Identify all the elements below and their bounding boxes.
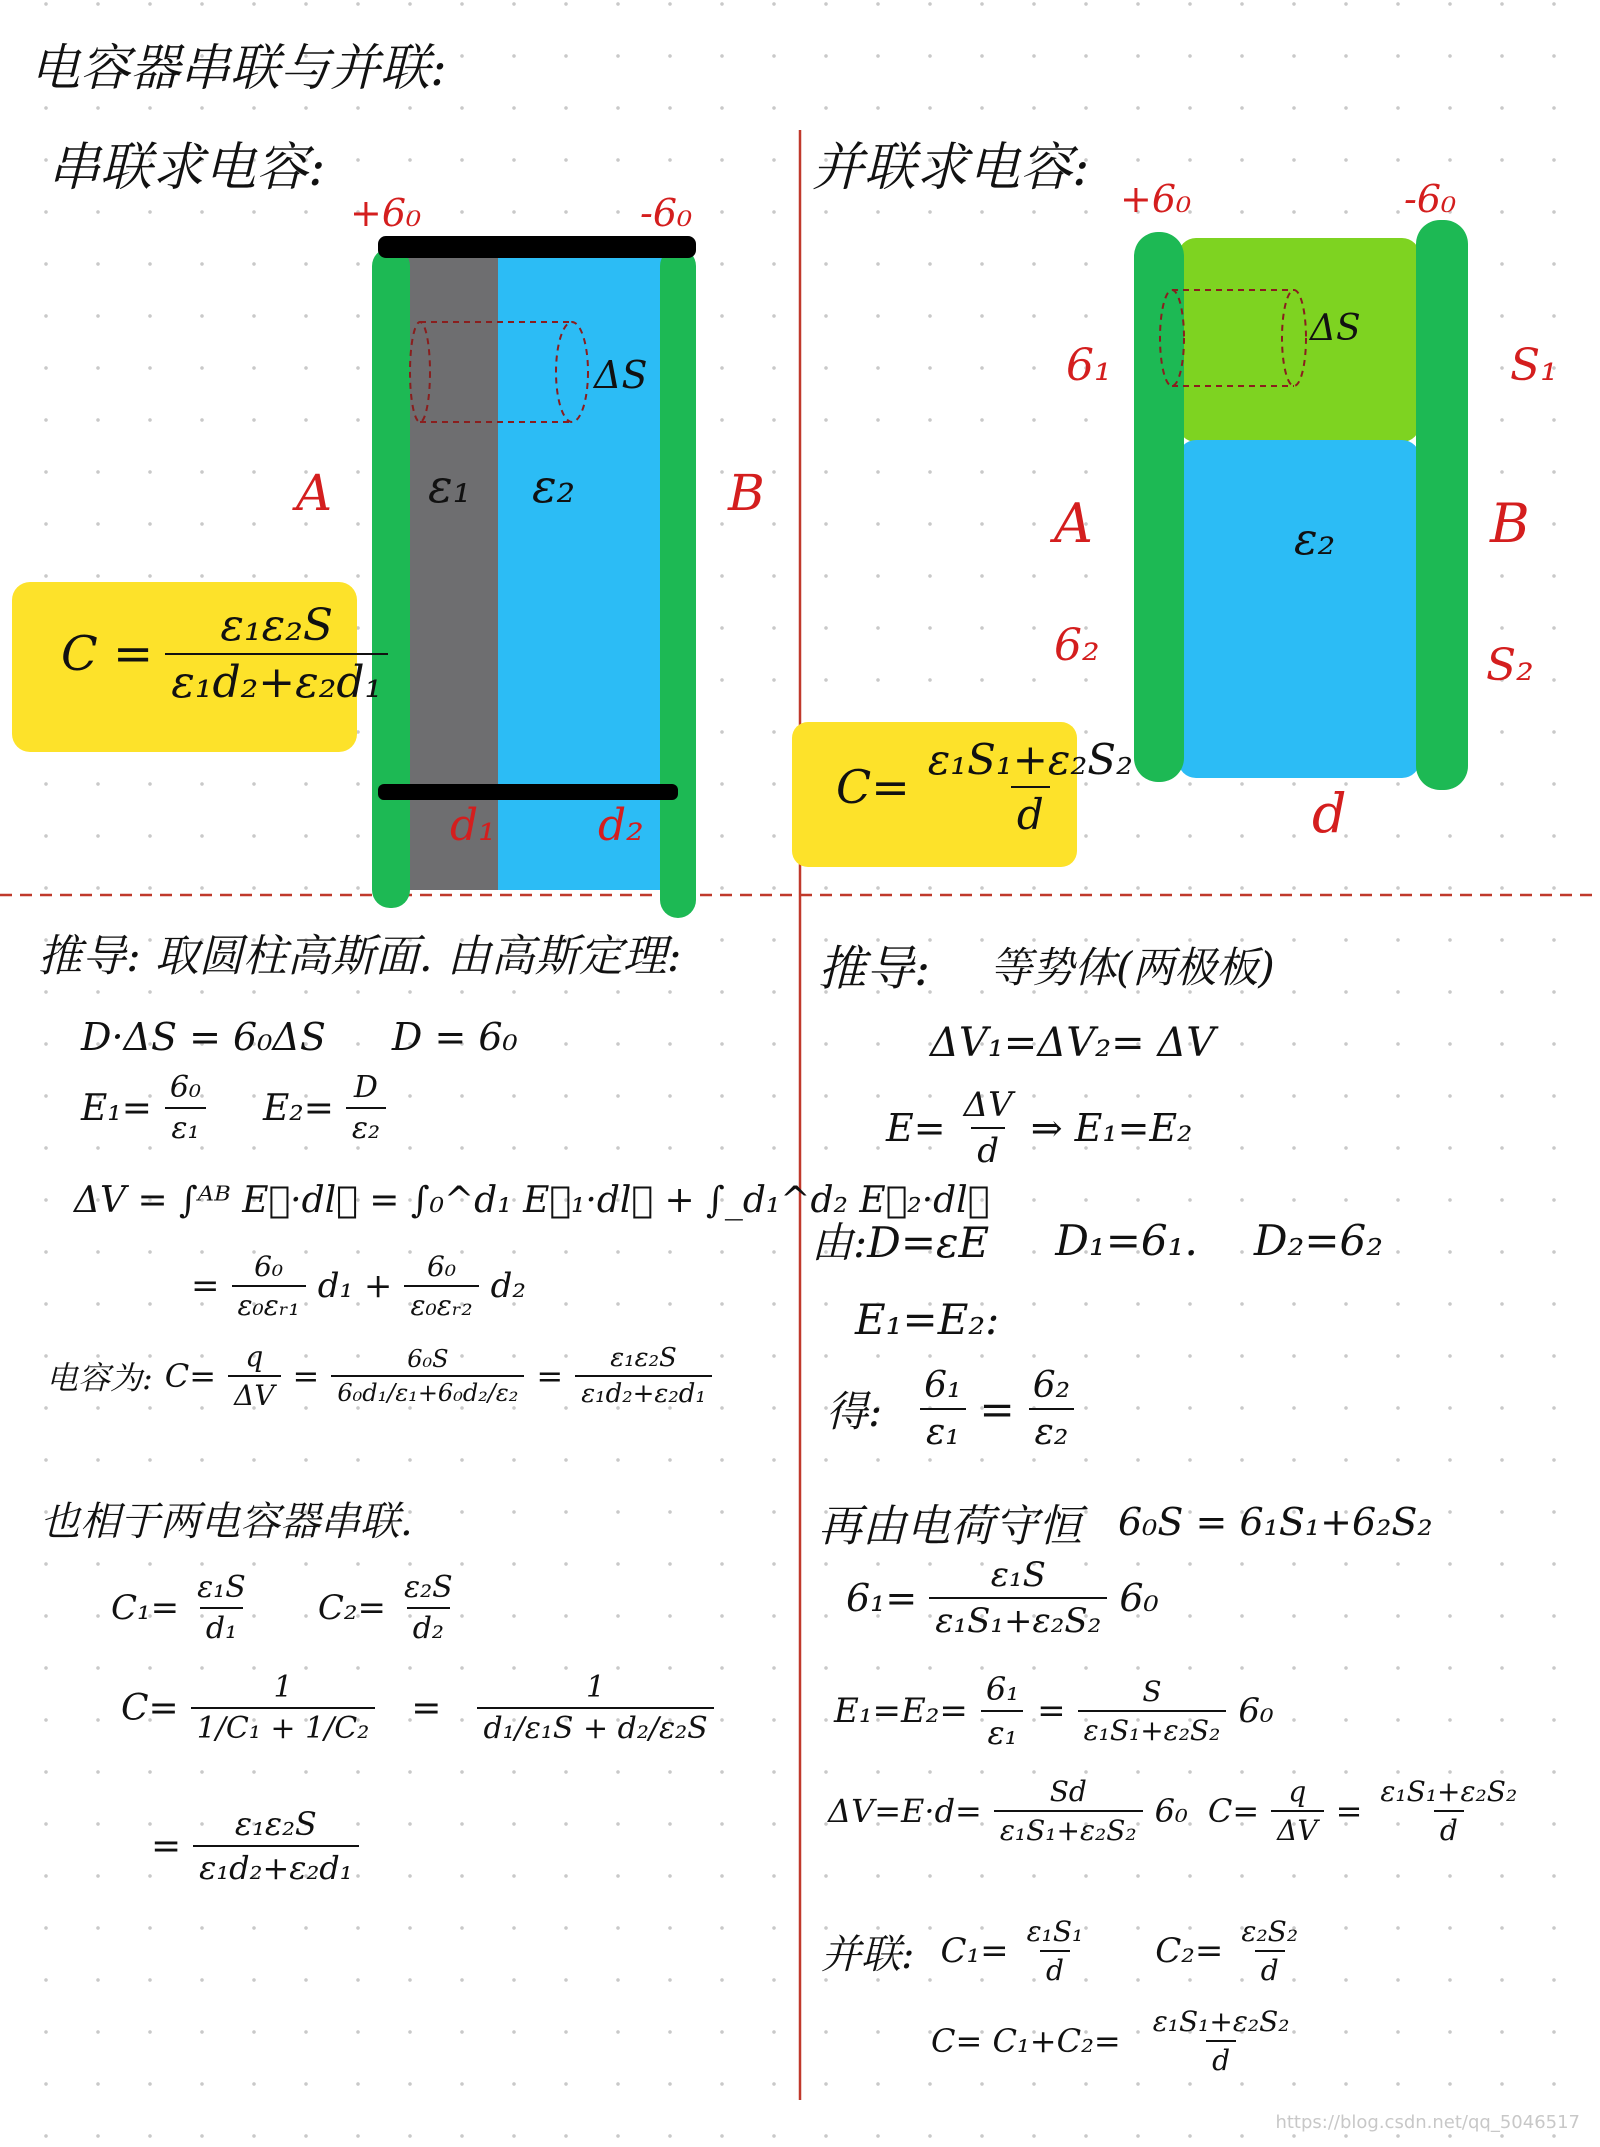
left-line-5-d2: 6₀d₁/ε₁+6₀d₂/ε₂ bbox=[331, 1375, 524, 1407]
left-line-5-frac3 bbox=[575, 1343, 712, 1409]
parallel-s2-label: S₂ bbox=[1486, 640, 1534, 691]
right-line-5-label: 得: bbox=[826, 1387, 883, 1436]
right-line-11-num: ε₁S₁+ε₂S₂ bbox=[1152, 2005, 1290, 2038]
series-formula-c: C = bbox=[61, 626, 154, 682]
left-line-2a-num: 6₀ bbox=[169, 1070, 201, 1105]
right-line-2-frac bbox=[958, 1085, 1019, 1171]
right-line-9-lhs: ΔV=E·d= bbox=[828, 1792, 982, 1830]
right-line-9-c: C= bbox=[1207, 1792, 1260, 1830]
left-line-5-d1: ΔV bbox=[228, 1375, 280, 1412]
left-line-8-n2: 1 bbox=[586, 1670, 606, 1705]
left-line-7-d1: d₁ bbox=[200, 1607, 243, 1646]
parallel-heading: 并联求电容: bbox=[812, 138, 1090, 198]
right-line-10-label: 并联: bbox=[821, 1931, 915, 1978]
left-line-5-n3: ε₁ε₂S bbox=[610, 1343, 677, 1373]
parallel-eps2-label: ε₂ bbox=[1294, 514, 1336, 565]
right-line-9-d2: ΔV bbox=[1271, 1810, 1323, 1847]
right-line-9-frac1 bbox=[994, 1775, 1143, 1847]
right-line-9-frac3 bbox=[1374, 1775, 1523, 1847]
series-eps1-label: ε₁ bbox=[428, 459, 472, 513]
right-line-5 bbox=[820, 1365, 1082, 1453]
right-line-9-d1: ε₁S₁+ε₂S₂ bbox=[994, 1810, 1143, 1847]
right-line-8-frac1 bbox=[980, 1670, 1025, 1752]
right-line-5-frac2 bbox=[1027, 1365, 1076, 1453]
left-line-9-den: ε₁d₂+ε₂d₁ bbox=[193, 1845, 358, 1887]
right-line-8-frac2 bbox=[1078, 1675, 1227, 1747]
left-line-2a-lhs: E₁= bbox=[81, 1087, 152, 1129]
right-line-10-d2: d bbox=[1255, 1950, 1285, 1987]
right-line-8-d1: ε₁ bbox=[981, 1710, 1023, 1752]
right-line-5-n1: 6₁ bbox=[924, 1365, 962, 1406]
parallel-formula-num: ε₁S₁+ε₂S₂ bbox=[927, 735, 1133, 784]
left-line-5-eq2: = bbox=[536, 1357, 564, 1395]
left-line-2a-den: ε₁ bbox=[165, 1107, 205, 1146]
right-line-9-n3: ε₁S₁+ε₂S₂ bbox=[1380, 1775, 1518, 1808]
series-formula bbox=[55, 600, 394, 708]
right-line-7-num: ε₁S bbox=[990, 1555, 1046, 1595]
parallel-sigma1-label: 6₁ bbox=[1066, 340, 1112, 391]
left-line-8 bbox=[115, 1670, 720, 1746]
parallel-formula-den: d bbox=[1011, 786, 1050, 839]
right-line-9-eq: = bbox=[1335, 1792, 1363, 1830]
left-line-9-frac bbox=[193, 1805, 358, 1887]
right-line-5-frac1 bbox=[918, 1365, 967, 1453]
parallel-s1-label: S₁ bbox=[1510, 340, 1558, 391]
right-line-9-n2: q bbox=[1288, 1775, 1307, 1808]
right-line-10-frac1 bbox=[1021, 1915, 1090, 1987]
right-line-7-frac bbox=[929, 1555, 1107, 1641]
left-line-5-n2: 6₀S bbox=[407, 1345, 449, 1373]
left-line-5-frac2 bbox=[331, 1345, 524, 1407]
right-line-2-den: d bbox=[971, 1127, 1005, 1171]
right-line-5-d2: ε₂ bbox=[1029, 1408, 1075, 1453]
left-line-3-text: ΔV = ∫ᴬᴮ E⃗·dl⃗ = ∫₀^d₁ E⃗₁·dl⃗ + ∫_d₁^d₂ E⃗₂·dl⃗ bbox=[74, 1180, 990, 1221]
right-line-8-n2: S bbox=[1142, 1675, 1162, 1708]
page-title: 电容器串联与并联: bbox=[30, 39, 447, 97]
left-line-5-c: C= bbox=[164, 1357, 217, 1395]
right-line-6-eq: 6₀S = 6₁S₁+6₂S₂ bbox=[1118, 1500, 1433, 1544]
right-line-8-d2: ε₁S₁+ε₂S₂ bbox=[1078, 1710, 1227, 1747]
parallel-plate-a bbox=[1134, 232, 1184, 782]
left-line-7-frac1 bbox=[191, 1570, 252, 1646]
left-line-6: 也相于两电容器串联. bbox=[40, 1499, 413, 1545]
series-top-right-charge: -6₀ bbox=[640, 191, 693, 235]
left-line-9-num: ε₁ε₂S bbox=[234, 1805, 317, 1843]
right-line-2-lhs: E= bbox=[886, 1106, 946, 1150]
left-line-5-d3: ε₁d₂+ε₂d₁ bbox=[575, 1375, 712, 1409]
right-line-7-lhs: 6₁= bbox=[846, 1576, 918, 1620]
parallel-top-right-charge: -6₀ bbox=[1404, 177, 1457, 221]
parallel-plate-a-label: A bbox=[1054, 492, 1093, 555]
left-line-8-eq: = bbox=[411, 1687, 442, 1729]
left-line-4-n2: 6₀ bbox=[427, 1250, 457, 1283]
parallel-formula-frac bbox=[922, 735, 1139, 839]
left-line-1b: D = 6₀ bbox=[391, 1015, 518, 1059]
right-line-5-n2: 6₂ bbox=[1032, 1365, 1071, 1406]
left-line-8-d1: 1/C₁ + 1/C₂ bbox=[191, 1707, 376, 1746]
dielectric-upper bbox=[1178, 238, 1420, 442]
right-line-2 bbox=[880, 1085, 1198, 1171]
parallel-plate-b-label: B bbox=[1490, 492, 1530, 555]
plate-a bbox=[372, 248, 410, 908]
watermark: https://blog.csdn.net/qq_5046517 bbox=[1275, 2112, 1580, 2133]
left-line-4-frac2 bbox=[404, 1250, 478, 1322]
left-line-4-frac1 bbox=[232, 1250, 306, 1322]
left-line-2b-lhs: E₂= bbox=[263, 1087, 334, 1129]
series-eps2-label: ε₂ bbox=[532, 459, 576, 513]
right-line-8-n1: 6₁ bbox=[985, 1670, 1020, 1708]
right-line-8-eq: = bbox=[1037, 1691, 1066, 1731]
right-line-10-n2: ε₂S₂ bbox=[1241, 1915, 1299, 1948]
parallel-top-left-charge: +6₀ bbox=[1120, 177, 1192, 221]
right-line-11-lhs: C= C₁+C₂= bbox=[931, 2022, 1121, 2060]
right-line-8-lhs: E₁=E₂= bbox=[834, 1691, 968, 1731]
left-line-5-eq1: = bbox=[292, 1357, 320, 1395]
parallel-formula bbox=[830, 735, 1145, 839]
series-d2-label: d₂ bbox=[598, 800, 644, 851]
left-line-8-c: C= bbox=[121, 1687, 179, 1729]
series-delta-s: ΔS bbox=[594, 353, 648, 397]
bottom-bar bbox=[378, 784, 678, 800]
right-line-3a: 由:D=εE bbox=[811, 1218, 990, 1267]
left-line-7-frac2 bbox=[398, 1570, 459, 1646]
series-plate-a-label: A bbox=[296, 464, 333, 522]
right-line-7-den: ε₁S₁+ε₂S₂ bbox=[929, 1597, 1107, 1641]
right-line-9 bbox=[822, 1775, 1529, 1847]
left-line-5-n1: q bbox=[245, 1340, 264, 1373]
right-line-1: ΔV₁=ΔV₂= ΔV bbox=[930, 1020, 1216, 1066]
right-line-3c: D₂=6₂ bbox=[1253, 1215, 1384, 1265]
series-formula-den: ε₁d₂+ε₂d₁ bbox=[165, 653, 388, 708]
left-line-7-n1: ε₁S bbox=[197, 1570, 246, 1605]
series-diagram bbox=[0, 140, 780, 900]
left-line-2b-num: D bbox=[353, 1070, 378, 1105]
series-formula-num: ε₁ε₂S bbox=[220, 600, 334, 651]
parallel-delta-s: ΔS bbox=[1310, 308, 1361, 349]
right-line-10-frac2 bbox=[1235, 1915, 1304, 1987]
right-line-6 bbox=[812, 1490, 1439, 1554]
left-line-8-n1: 1 bbox=[273, 1670, 293, 1705]
top-bar bbox=[378, 236, 696, 258]
left-line-9 bbox=[145, 1805, 365, 1887]
right-line-3 bbox=[805, 1210, 1389, 1270]
right-line-10-n1: ε₁S₁ bbox=[1026, 1915, 1084, 1948]
left-line-1 bbox=[75, 1015, 524, 1059]
left-line-4-m1: d₁ + bbox=[317, 1266, 393, 1306]
right-derivation-heading: 推导: bbox=[818, 941, 931, 997]
left-line-2 bbox=[75, 1070, 392, 1146]
right-line-4: E₁=E₂: bbox=[855, 1295, 1000, 1344]
left-line-5 bbox=[40, 1340, 718, 1412]
left-line-4-m2: d₂ bbox=[490, 1266, 527, 1306]
left-line-7-n2: ε₂S bbox=[403, 1570, 453, 1605]
series-plate-b-label: B bbox=[728, 464, 765, 522]
right-line-11 bbox=[925, 2005, 1302, 2077]
right-line-8-tail: 6₀ bbox=[1238, 1691, 1274, 1731]
left-line-4 bbox=[185, 1250, 532, 1322]
left-line-4-d1: ε₀εᵣ₁ bbox=[232, 1285, 306, 1322]
right-line-9-n1: Sd bbox=[1049, 1775, 1087, 1808]
right-line-8 bbox=[828, 1670, 1280, 1752]
left-line-7-c2: C₂= bbox=[317, 1588, 386, 1628]
left-derivation-heading: 推导: 取圆柱高斯面. 由高斯定理: bbox=[38, 931, 682, 982]
right-line-7-tail: 6₀ bbox=[1119, 1576, 1159, 1620]
right-line-5-d1: ε₁ bbox=[920, 1408, 966, 1453]
left-line-7 bbox=[105, 1570, 465, 1646]
left-line-8-d2: d₁/ε₁S + d₂/ε₂S bbox=[477, 1707, 713, 1746]
right-line-9-tail: 6₀ bbox=[1154, 1792, 1188, 1830]
right-line-10-c2: C₂= bbox=[1155, 1931, 1224, 1971]
parallel-sigma2-label: 6₂ bbox=[1054, 620, 1100, 671]
left-line-9-eq: = bbox=[151, 1825, 182, 1867]
right-line-7 bbox=[840, 1555, 1165, 1641]
right-line-10 bbox=[815, 1915, 1310, 1987]
right-line-5-eq: = bbox=[979, 1384, 1015, 1434]
right-line-9-frac2 bbox=[1271, 1775, 1323, 1847]
parallel-formula-c: C= bbox=[836, 760, 910, 814]
left-line-5-frac1 bbox=[228, 1340, 280, 1412]
right-line-10-d1: d bbox=[1040, 1950, 1070, 1987]
left-line-2a-frac bbox=[164, 1070, 207, 1146]
series-heading: 串联求电容: bbox=[48, 138, 326, 198]
left-line-8-frac2 bbox=[477, 1670, 713, 1746]
right-line-2-num: ΔV bbox=[963, 1085, 1013, 1125]
left-line-4-d2: ε₀εᵣ₂ bbox=[404, 1285, 478, 1322]
left-line-8-frac1 bbox=[191, 1670, 376, 1746]
right-derivation-note: 等势体(两极板) bbox=[990, 943, 1275, 992]
right-line-10-c1: C₁= bbox=[940, 1931, 1009, 1971]
dielectric-lower bbox=[1178, 440, 1420, 778]
parallel-plate-b bbox=[1416, 220, 1468, 790]
series-top-left-charge: +6₀ bbox=[350, 191, 422, 235]
right-line-9-d3: d bbox=[1434, 1810, 1464, 1847]
parallel-d-label: d bbox=[1312, 782, 1347, 845]
left-line-1a: D·ΔS = 6₀ΔS bbox=[81, 1015, 326, 1059]
plate-b bbox=[660, 248, 696, 918]
right-line-2-rhs: ⇒ E₁=E₂ bbox=[1030, 1106, 1193, 1150]
left-line-2b-den: ε₂ bbox=[346, 1107, 386, 1146]
left-line-4-eq: = bbox=[191, 1266, 220, 1306]
right-line-6-label: 再由电荷守恒 bbox=[818, 1501, 1082, 1552]
left-line-2b-frac bbox=[346, 1070, 386, 1146]
right-line-11-frac bbox=[1147, 2005, 1296, 2077]
left-line-7-c1: C₁= bbox=[111, 1588, 180, 1628]
right-line-11-den: d bbox=[1206, 2040, 1236, 2077]
left-line-4-n1: 6₀ bbox=[254, 1250, 284, 1283]
right-line-3b: D₁=6₁. bbox=[1055, 1215, 1198, 1265]
series-formula-frac bbox=[165, 600, 388, 708]
left-line-7-d2: d₂ bbox=[407, 1607, 450, 1646]
series-d1-label: d₁ bbox=[450, 800, 496, 851]
left-line-5-label: 电容为: bbox=[46, 1359, 153, 1397]
